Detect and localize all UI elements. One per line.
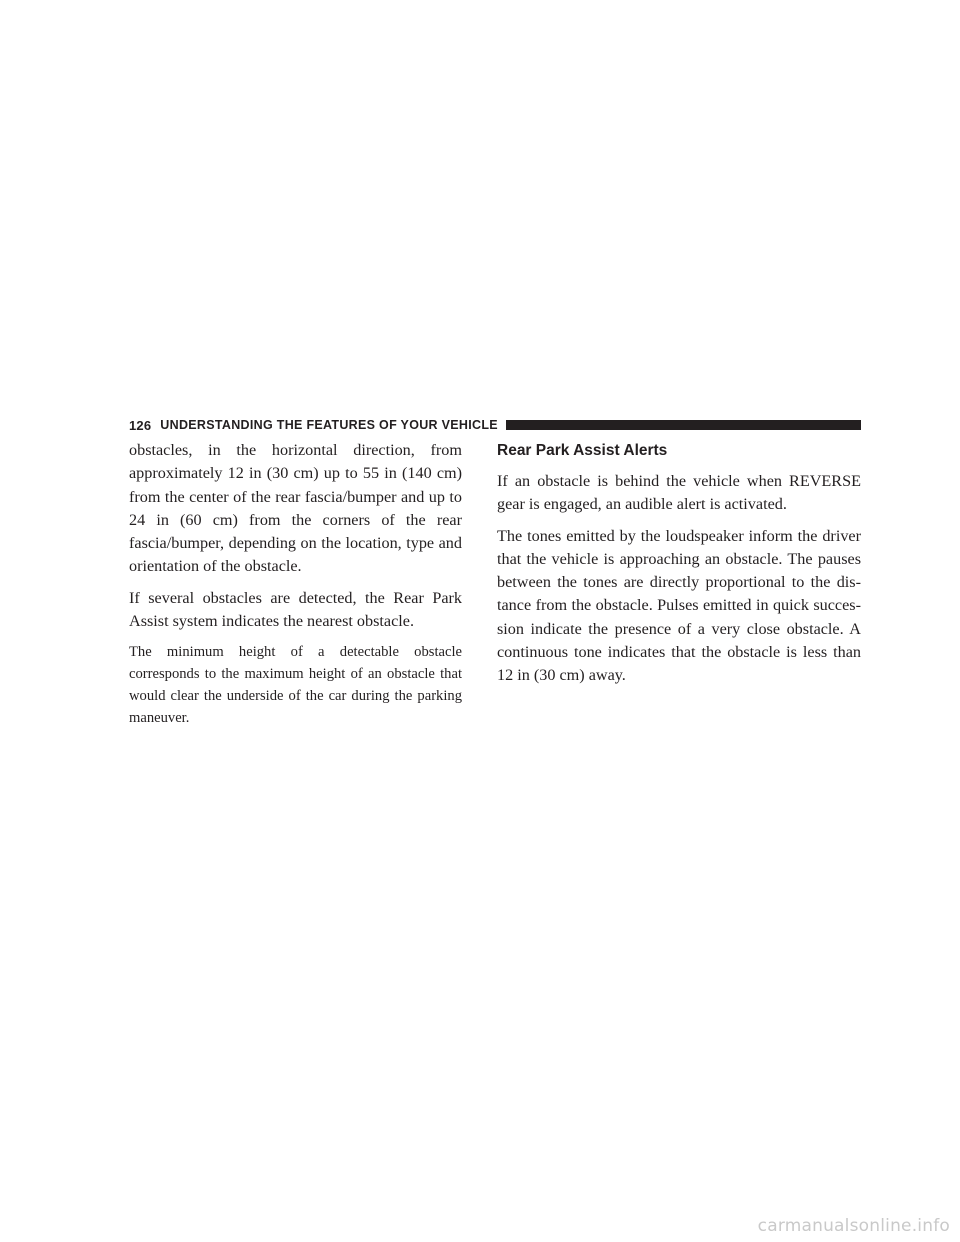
paragraph-tones-description: The tones emitted by the loudspeaker inform the driver that the vehicle is approaching an obstacle. The pauses between the tones are directly proportional to the dis-tance from the obstacle. Pulses emitted in quick succes-sion indicate the presence of a very close obstacle. A continuous tone indicates that the obstacle is less than 12 in (30 cm) away.	[497, 526, 861, 685]
watermark-text: carmanualsonline.info	[757, 1216, 950, 1236]
subheading-rear-park-assist-alerts: Rear Park Assist Alerts	[497, 442, 668, 459]
paragraph-detection-range: obstacles, in the horizontal direction, from approximately 12 in (30 cm) up to 55 in (140 cm) from the center of the rear fascia/bumper and up to 24 in (60 cm) from the corners of the rear fascia/bumper, depending on the location, type and orientation of the obstacle.	[129, 441, 462, 576]
page-header	[129, 415, 861, 435]
right-column	[497, 441, 861, 696]
paragraph-minimum-height: The minimum height of a detectable obstacle corresponds to the maximum height of an obstacle that would clear the underside of the car during the parking maneuver.	[129, 644, 462, 727]
left-column	[129, 439, 462, 737]
header-rule	[506, 420, 861, 430]
paragraph-audible-alert: If an obstacle is behind the vehicle when REVERSE gear is engaged, an audible alert is activated.	[497, 472, 861, 514]
section-title: UNDERSTANDING THE FEATURES OF YOUR VEHICLE	[160, 418, 498, 432]
paragraph-nearest-obstacle: If several obstacles are detected, the Rear Park Assist system indicates the nearest obstacle.	[129, 588, 462, 631]
page-number: 126	[129, 417, 152, 433]
